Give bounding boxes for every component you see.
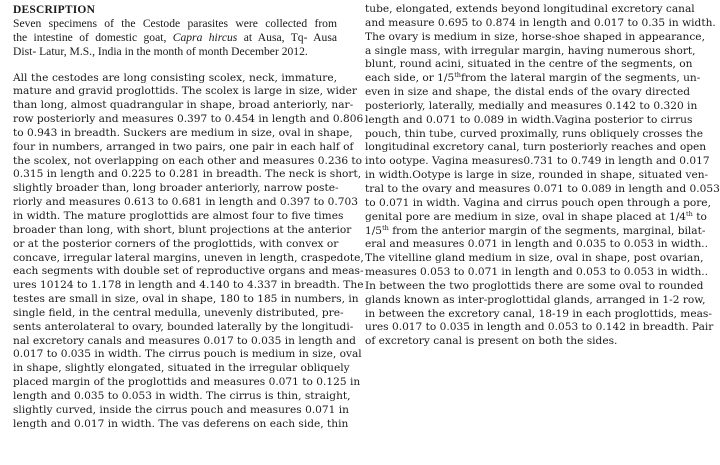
text-line: In between the two proglottids there are some oval to rounded: [365, 279, 704, 292]
text-line: each segments with double set of reproductive organs and meas-: [13, 265, 364, 278]
text-line: single field, in the central medulla, unevenly distributed, pre-: [13, 306, 344, 319]
text-line: The vitelline gland medium in size, oval in shape, post ovarian,: [365, 252, 704, 265]
text-line: into ootype. Vagina measures0.731 to 0.749 in length and 0.017: [365, 155, 710, 168]
text-line: pouch, thin tube, curved proximally, runs obliquely crosses the: [365, 127, 703, 140]
text-line: The ovary is medium in size, horse-shoe shaped in appearance,: [365, 30, 705, 43]
intro-line: [13, 31, 337, 45]
text-line: the scolex, not overlapping on each other and measures 0.236 to: [13, 154, 363, 167]
text-line: and measure 0.695 to 0.874 in length and 0.017 to 0.35 in width.: [365, 16, 716, 29]
ordinal-superscript: th: [382, 223, 389, 232]
intro-line: Seven specimens of the Cestode parasites were collected from: [13, 17, 337, 30]
text-line: slightly curved, inside the cirrus pouch and measures 0.071 in: [13, 403, 349, 416]
text-segment: genital pore are medium in size, oval in shape placed at 1/4: [365, 210, 687, 223]
text-segment: to: [692, 210, 707, 223]
text-line: to 0.071 in width. Vagina and cirrus pouch open through a pore,: [365, 196, 711, 209]
text-line: in width. The mature proglottids are almost four to five times: [13, 209, 344, 222]
text-line: than long, almost quadrangular in shape, broad anteriorly, nar-: [13, 99, 354, 112]
section-heading: DESCRIPTION: [13, 4, 96, 16]
text-line: [365, 71, 701, 86]
text-line: [365, 209, 707, 225]
text-line: 0.315 in length and 0.225 to 0.281 in breadth. The neck is short,: [13, 168, 362, 181]
text-line: sents anterolateral to ovary, bounded laterally by the longitudi-: [13, 320, 354, 333]
intro-line: Dist- Latur, M.S., India in the month of month December 2012.: [13, 44, 308, 58]
text-segment: from the anterior margin of the segments, marginal, bilat-: [388, 224, 706, 237]
text-line: in shape, slightly elongated, situated in the irregular obliquely: [13, 362, 350, 375]
text-line: ures 0.017 to 0.035 in length and 0.053 to 0.142 in breadth. Pair: [365, 321, 714, 334]
text-line: length and 0.017 in width. The vas deferens on each side, thin: [13, 417, 349, 430]
text-line: 0.017 to 0.035 in width. The cirrus pouch is medium in size, oval: [13, 348, 362, 361]
intro-paragraph: [13, 17, 337, 59]
left-column: [13, 3, 364, 431]
text-line: riorly and measures 0.613 to 0.681 in length and 0.397 to 0.703: [13, 196, 358, 209]
ordinal-superscript: th: [454, 71, 461, 80]
text-line: mature and gravid proglottids. The scolex is large in size, wider: [13, 85, 357, 98]
text-line: All the cestodes are long consisting scolex, neck, immature,: [13, 71, 337, 84]
intro-line-text: the intestine of domestic goat,: [13, 30, 173, 44]
text-line: measures 0.053 to 0.071 in length and 0.053 to 0.053 in width..: [365, 266, 709, 279]
text-line: slightly broader than, long broader anteriorly, narrow poste-: [13, 182, 339, 195]
text-line: four in numbers, arranged in two pairs, one pair in each half of: [13, 140, 354, 153]
text-line: testes are small in size, oval in shape, 180 to 185 in numbers, in: [13, 293, 359, 306]
text-line: [365, 223, 706, 239]
text-line: in width.Ootype is large in size, rounded in shape, situated ven-: [365, 169, 709, 182]
text-line: longitudinal excretory canal, turn posteriorly reaches and open: [365, 141, 707, 154]
text-line: placed margin of the proglottids and measures 0.071 to 0.125 in: [13, 376, 361, 389]
body-paragraph-right: [365, 3, 720, 349]
text-line: length and 0.071 to 0.089 in width.Vagina posterior to cirrus: [365, 113, 693, 126]
text-line: row posteriorly and measures 0.397 to 0.454 in length and 0.806: [13, 113, 364, 126]
text-line: concave, irregular lateral margins, uneven in length, craspedote,: [13, 251, 364, 264]
body-paragraph-left: [13, 71, 364, 432]
text-line: glands known as inter-proglottidal glands, arranged in 1-2 row,: [365, 293, 706, 306]
text-line: length and 0.035 to 0.053 in width. The cirrus is thin, straight,: [13, 389, 351, 402]
text-line: a single mass, with irregular margin, having numerous short,: [365, 44, 696, 57]
text-line: eral and measures 0.071 in length and 0.035 to 0.053 in width..: [365, 238, 709, 251]
species-name: Capra hircus: [172, 30, 238, 44]
text-line: nal excretory canals and measures 0.017 to 0.035 in length and: [13, 334, 356, 347]
text-segment: 1/5: [365, 224, 383, 237]
ordinal-superscript: th: [686, 209, 693, 218]
text-line: broader than long, with short, blunt projections at the anterior: [13, 223, 352, 236]
text-segment: from the lateral margin of the segments, un-: [461, 72, 701, 85]
text-line: blunt, round acini, situated in the centre of the segments, on: [365, 58, 693, 71]
text-line: in between the excretory canal, 18-19 in each proglottids, meas-: [365, 307, 712, 320]
text-line: tube, elongated, extends beyond longitudinal excretory canal: [365, 3, 695, 15]
text-line: tral to the ovary and measures 0.071 to 0.089 in length and 0.053: [365, 182, 720, 195]
text-line: even in size and shape, the distal ends of the ovary directed: [365, 86, 690, 99]
text-line: to 0.943 in breadth. Suckers are medium in size, oval in shape,: [13, 126, 353, 139]
text-line: ures 10124 to 1.178 in length and 4.140 to 4.337 in breadth. The: [13, 279, 364, 292]
text-line: of excretory canal is present on both the sides.: [365, 335, 618, 348]
text-segment: each side, or 1/5: [365, 72, 455, 85]
right-column: [365, 3, 720, 349]
text-line: posteriorly, laterally, medially and measures 0.142 to 0.320 in: [365, 99, 698, 112]
intro-line-text: at Ausa, Tq- Ausa: [237, 30, 338, 44]
text-line: or at the posterior corners of the proglottids, with convex or: [13, 237, 339, 250]
